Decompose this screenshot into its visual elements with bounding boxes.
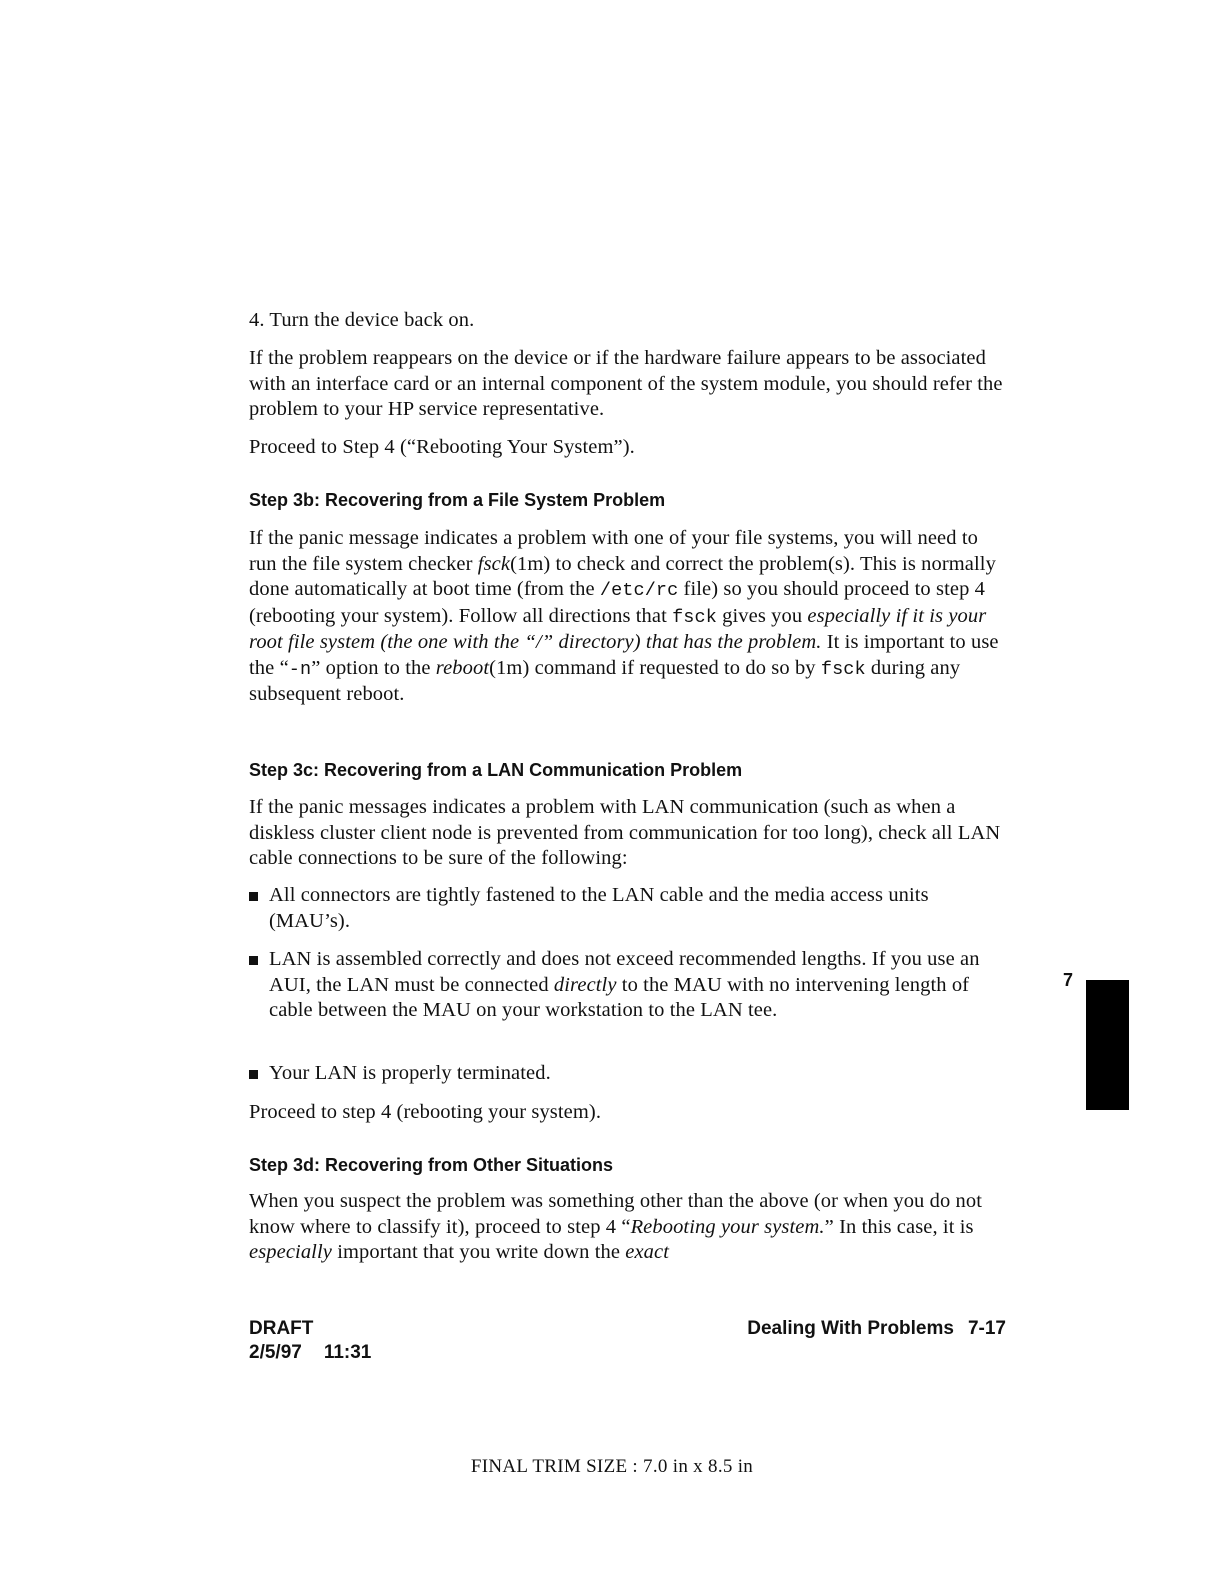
text-run: during any subsequent reboot. — [249, 656, 961, 705]
etc-rc-code: /etc/rc — [599, 580, 679, 601]
text-run: ” In this case, it is — [824, 1215, 974, 1238]
text-run: (1m) to check and correct the problem(s). This is normally done automatically at boot time (from the — [249, 552, 996, 600]
trim-size-note: FINAL TRIM SIZE : 7.0 in x 8.5 in — [470, 1456, 754, 1477]
draft-date: 2/5/97 — [249, 1342, 302, 1363]
text-run: gives you — [716, 604, 808, 627]
paragraph-lan-intro: If the panic messages indicates a problem with LAN communication (such as when a diskless cluster client node is prevented from communication for too long), check all LAN cable connections to be sure of the following: — [249, 796, 1001, 869]
bullet-text: All connectors are tightly fastened to the LAN cable and the media access units (MAU’s). — [269, 884, 929, 932]
paragraph-hardware-failure: If the problem reappears on the device or if the hardware failure appears to be associated with an interface card or an internal component of the system module, you should refer the problem to your HP service representative. — [249, 347, 1003, 420]
list-item-connectors — [249, 883, 1009, 934]
draft-date-time — [249, 1341, 371, 1365]
heading-step-3c: Step 3c: Recovering from a LAN Communication Problem — [249, 760, 743, 780]
footer-draft-block — [249, 1317, 371, 1365]
n-option-code: -n — [288, 658, 312, 680]
bullet-square-icon — [249, 1070, 258, 1079]
draft-time: 11:31 — [323, 1342, 372, 1363]
bullet-square-icon — [249, 892, 258, 901]
bullet-text — [269, 947, 1009, 1024]
text-run: If the panic message indicates a problem with one of your file systems, you will need to run the file system checker — [249, 527, 978, 575]
text-run: When you suspect the problem was something other than the above (or when you do not know where to classify it), proceed to step 4 “ — [249, 1190, 983, 1238]
fsck-code: fsck — [820, 658, 866, 680]
list-item-lan-terminated — [249, 1061, 1009, 1087]
draft-label: DRAFT — [249, 1318, 314, 1339]
fsck-man-ref: fsck — [477, 552, 511, 575]
page-number: 7-17 — [967, 1318, 1006, 1339]
text-run: to the MAU with no intervening length of cable between the MAU on your workstation to the LAN tee. — [269, 973, 970, 1021]
list-item-turn-device-on: 4. Turn the device back on. — [249, 309, 475, 331]
text-run: ” option to the — [311, 656, 436, 679]
text-run: LAN is assembled correctly and does not exceed recommended lengths. If you use an AUI, the LAN must be connected — [269, 948, 980, 996]
text-run: It is important to use the “ — [249, 631, 999, 679]
paragraph-other-situations — [249, 1189, 1009, 1266]
paragraph-proceed-step4: Proceed to Step 4 (“Rebooting Your System”). — [249, 436, 635, 458]
fsck-code: fsck — [672, 606, 717, 628]
chapter-title: Dealing With Problems — [747, 1318, 954, 1339]
text-run: important that you write down the — [331, 1241, 626, 1263]
chapter-tab-number: 7 — [1063, 970, 1074, 990]
root-fs-emphasis: especially if it is your root file system (the one with the “/” directory) that has the problem. — [249, 604, 987, 653]
chapter-tab-marker — [1086, 980, 1129, 1110]
bullet-square-icon — [249, 956, 258, 965]
rebooting-emphasis: Rebooting your system. — [630, 1215, 825, 1238]
paragraph-file-system — [249, 526, 1009, 708]
list-item-lan-assembled — [249, 947, 1009, 1024]
paragraph-proceed-step4-lan: Proceed to step 4 (rebooting your system). — [249, 1101, 602, 1123]
heading-step-3b: Step 3b: Recovering from a File System Problem — [249, 490, 666, 510]
text-run: (1m) command if requested to do so by — [489, 656, 821, 679]
heading-step-3d: Step 3d: Recovering from Other Situations — [249, 1155, 614, 1175]
reboot-man-ref: reboot — [435, 656, 490, 679]
bullet-text: Your LAN is properly terminated. — [269, 1062, 551, 1084]
exact-emphasis: exact — [625, 1241, 670, 1263]
text-run: file) so you should proceed to step 4 (rebooting your system). Follow all directions that — [249, 578, 985, 627]
footer-page-label — [747, 1317, 1006, 1341]
especially-emphasis: especially — [249, 1241, 332, 1263]
directly-emphasis: directly — [553, 973, 617, 996]
